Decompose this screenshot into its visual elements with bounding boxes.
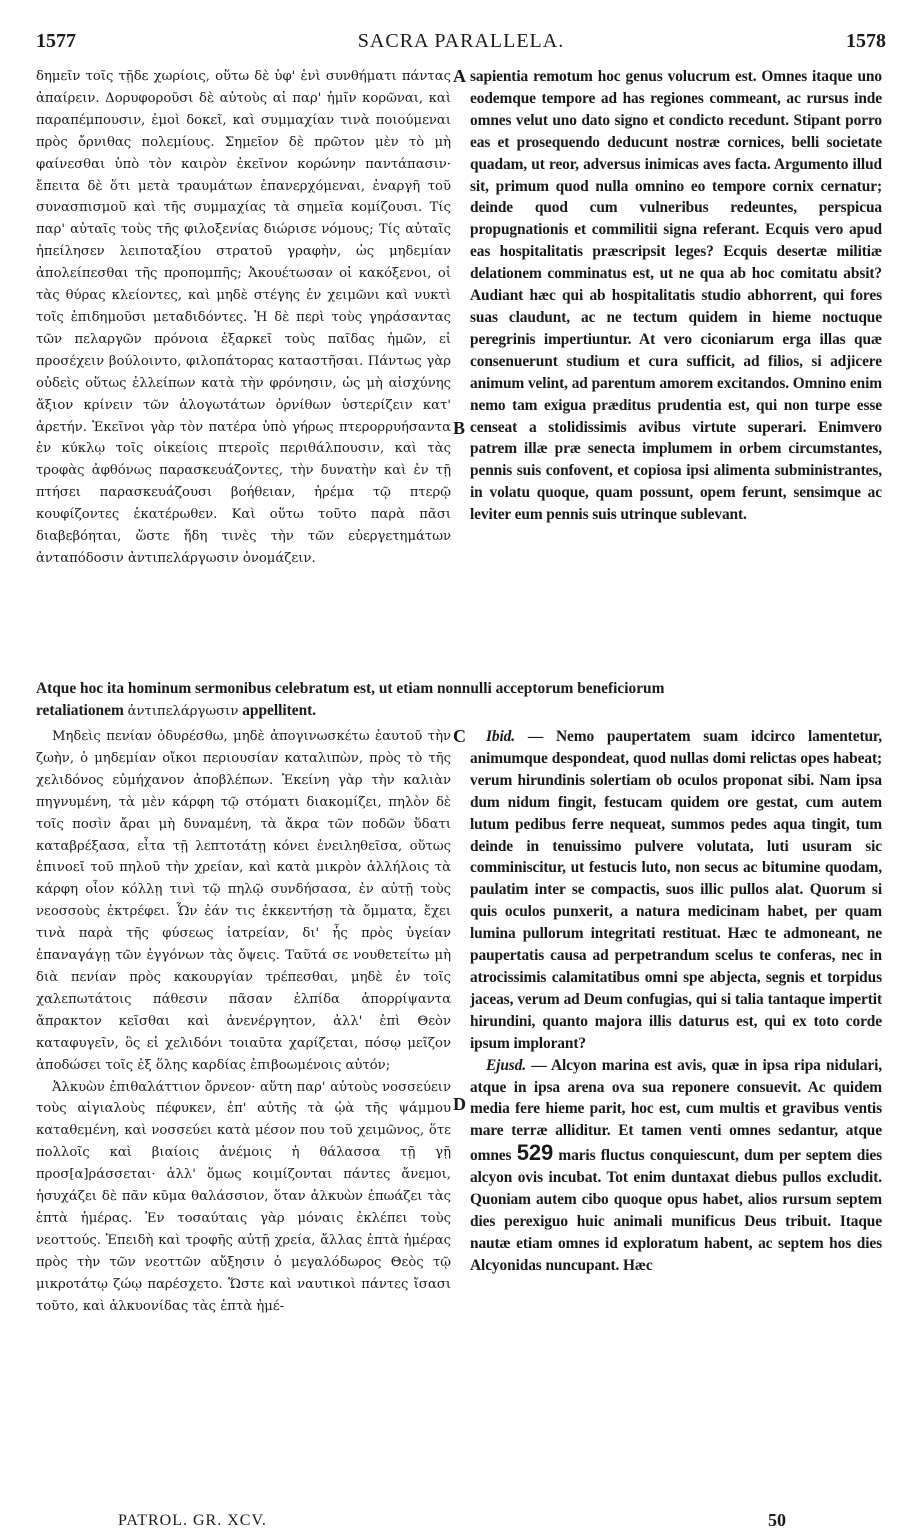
footer-signature: PATROL. GR. XCV. (118, 1512, 267, 1529)
page-header (36, 30, 886, 64)
latin-alcyon-text-a: — Alcyon marina est avis, quæ in ipsa ripa nidulari, atque in ipsa arena ova sua reponere consuevit. Ac quidem media fere hieme parit, hoc est, cum multis et gravibus ventis mare terræ alliditur. Et tamen venti omnes sedantur, atque omnes (470, 1056, 882, 1165)
latin-paragraph-alcyon (470, 1055, 882, 1277)
full-width-latin (36, 678, 884, 723)
greek-column-bottom (36, 726, 451, 1506)
greek-column-top (36, 66, 451, 676)
section-marker-c: C (453, 726, 466, 746)
full-line-2-latin-b: appellitent. (238, 701, 317, 719)
latin-paragraph-storks: sapientia remotum hoc genus volucrum est. Omnes itaque uno eodemque tempore ad has regiones commeant, ac rursus inde omnes velut uno dato signo et condicto recedunt. Stipant porro eas et prosequendo deducunt nostræ cornices, belli societate quadam, ut reor, adversus inimicas aves facta. Argumento illud sit, primum quod nulla omnino eo tempore cornix cernatur; deinde quod cum vulneribus redeuntes, perspicua propugnationis et commilitii signa referant. Ecquis vero apud eas hospitalitatis præscripsit leges? Ecquis desertæ militiæ delationem comminatus est, ut ne qua ab hoc comitatu absit? Audiant hæc qui ab hospitalitatis studio abhorrent, qui fores suas claudunt, ac ne tectum quidem in hieme noctuque peregrinis impertiuntur. At vero ciconiarum erga illas quæ consenuerunt studium et cura sufficit, ad filios, si adjicere animum velint, ad parentum amorem excitandos. Omnino enim nemo tam exigua præditus prudentia est, qui non turpe esse censeat a stolidissimis avibus virtute superari. Enimvero patrem illæ præ senecta implumem in orbem circumstantes, pennis suis confovent, et copiosa ipsi alimenta subministrantes, in volatu quoque, quam possunt, opem ferunt, sensimque ac leviter eum pennis suis utrinque sublevant. (470, 68, 882, 524)
greek-paragraph-alcyon: Ἀλκυὼν ἐπιθαλάττιον ὄρνεον· αὕτη παρ' αὐτοὺς νοσσεύειν τοὺς αἰγιαλοὺς πέφυκεν, ἐπ' αὐτῆς τὰ ᾠὰ τῆς ψάμμου καταθεμένη, καὶ νοσσεύει κατὰ μέσον που τοῦ χειμῶνος, ὅτε πολλοῖς καὶ βιαίοις ἀνέμοις ἡ θάλασσα τῇ γῇ προσ[α]ράσσεται· ἀλλ' ὅμως κοιμίζονται πάντες ἄνεμοι, ἡσυχάζει δὲ πᾶν κῦμα θαλάσσιον, ὅταν ἀλκυὼν ἐπωάζει τὰς ἑπτὰ ἡμέρας. Ἐν τοσαύταις γὰρ μόναις ἐκλέπει τοὺς νεοττούς. Ἐπειδὴ καὶ τροφῆς αὐτῇ χρεία, ἄλλας ἑπτὰ ἡμέρας πρὸς τὴν τῶν νεοττῶν αὔξησιν ὁ μεγαλόδωρος Θεὸς τῷ μικροτάτῳ ζώῳ παρέσχετο. Ὥστε καὶ ναυτικοὶ πάντες ἴσασι τοῦτο, καὶ ἀλκυονίδας τὰς ἑπτὰ ἡμέ- (36, 1079, 451, 1314)
running-title: SACRA PARALLELA. (357, 30, 565, 52)
greek-paragraph-swallow: Μηδεὶς πενίαν ὀδυρέσθω, μηδὲ ἀπογινωσκέτω ἑαυτοῦ τὴν ζωὴν, ὁ μηδεμίαν οἴκοι περιουσίαν καταλιπὼν, πρὸς τὸ τῆς χελιδόνος εὐμήχανον ἀποβλέπων. Ἐκείνη γὰρ τὴν καλιὰν πηγνυμένη, τὰ μὲν κάρφη τῷ στόματι διακομίζει, πηλὸν δὲ τοῖς ποσὶν ἄραι μὴ δυναμένη, τὰ ἄκρα τῶν ποδῶν ὕδατι καταβρέξασα, εἶτα τῇ λεπτοτάτῃ κόνει ἐνειληθεῖσα, οὕτως ἐπινοεῖ τοῦ πηλοῦ τὴν χρείαν, καὶ κατὰ μικρὸν ἀλλήλοις τὰ κάρφη οἷον κόλλῃ τινὶ τῷ πηλῷ συνδήσασα, ἐν αὐτῇ τοὺς νεοσσοὺς ἐκτρέφει. Ὧν ἐάν τις ἐκκεντήσῃ τὰ ὄμματα, ἔχει τινὰ παρὰ τῆς φύσεως ἰατρείαν, δι' ἧς πρὸς ὑγείαν ἐπαναγάγῃ τῶν ἐγγόνων τὰς ὄψεις. Ταῦτά σε νουθετείτω μὴ διὰ πενίαν πρὸς κακουργίαν τρέπεσθαι, μηδὲ ἐν τοῖς χαλεπωτάτοις πάθεσιν πᾶσαν ἐλπίδα ἀπορρίψαντα ἄπρακτον κεῖσθαι καὶ ἀνενέργητον, ἀλλ' ἐπὶ Θεὸν καταφυγεῖν, ὃς εἰ χελιδόνι τοιαῦτα χαρίζεται, πόσῳ μεῖζον ἀποδώσει τοῖς ἐξ ὅλης καρδίας ἐπιβοωμένοις αὐτόν; (36, 729, 451, 1073)
footer-sheet-number: 50 (768, 1510, 786, 1530)
ejusd-label: Ejusd. (486, 1056, 527, 1074)
greek-paragraph-storks: δημεῖν τοῖς τῇδε χωρίοις, οὕτω δὲ ὑφ' ἑνὶ συνθήματι πάντας ἀπαίρειν. Δορυφοροῦσι δὲ αὐτοὺς αἱ παρ' ἡμῖν κορῶναι, καὶ παραπέμπουσιν, ἐμοὶ δοκεῖ, καὶ συμμαχίαν τινὰ ποιούμεναι πρὸς ὄρνιθας πολεμίους. Σημεῖον δὲ πρῶτον μὲν τὸ μὴ φαίνεσθαι ὑπὸ τὸν καιρὸν ἐκεῖνον κορώνην παντάπασιν· ἔπειτα δὲ ὅτι μετὰ τραυμάτων ἐπανερχόμεναι, ἐναργῆ τοῦ συνασπισμοῦ καὶ τῆς συμμαχίας τὰ σημεῖα κομίζουσι. Τίς παρ' αὐταῖς τοὺς τῆς φιλοξενίας διώρισε νόμους; Τίς αὐταῖς ἠπείλησεν λειποταξίου στρατοῦ γραφὴν, ὡς μηδεμίαν ἀπολείπεσθαι τῆς προπομπῆς; Ἀκουέτωσαν οἱ κακόξενοι, οἱ τὰς θύρας κλείοντες, καὶ μηδὲ στέγης ἐν χειμῶνι καὶ νυκτὶ τοῖς ἐπιδημοῦσι μεταδιδόντες. Ἡ δὲ περὶ τοὺς γηράσαντας τῶν πελαργῶν πρόνοια ἐξαρκεῖ τοὺς παῖδας ἡμῶν, εἰ προσέχειν βούλοιντο, φιλοπάτορας καταστῆσαι. Πάντως γὰρ οὐδεὶς οὕτως ἐλλείπων κατὰ τὴν φρόνησιν, ὡς μὴ αἰσχύνης ἄξιον κρίνειν τῶν ἀλογωτάτων ὀρνίθων ὑστερίζειν κατ' ἀρετήν. Ἐκεῖνοι γὰρ τὸν πατέρα ὑπὸ γήρως πτερορρυήσαντα ἐν κύκλῳ τοῖς οἰκείοις πτεροῖς περιθάλπουσιν, καὶ τὰς τροφὰς ἀφθόνως παρασκευάζοντες, τὴν δυνατὴν καὶ ἐν τῇ πτήσει παρασκευάζουσι βοήθειαν, ἠρέμα τῷ πτερῷ κουφίζοντες ἑκατέρωθεν. Καὶ οὕτω τοῦτο παρὰ πᾶσι διαβεβόηται, ὥστε ἤδη τινὲς τὴν τῶν εὐεργετημάτων ἀνταπόδοσιν ἀντιπελάργωσιν ὀνομάζειν. (36, 69, 451, 566)
full-line-2-latin-a: retaliationem (36, 701, 128, 719)
latin-column-bottom (470, 726, 882, 1506)
latin-column-top (470, 66, 882, 676)
column-number-marker: 529 (516, 1140, 554, 1166)
full-line-1: Atque hoc ita hominum sermonibus celebratum est, ut etiam nonnulli acceptorum beneficiorum (36, 680, 665, 697)
right-page-number: 1578 (846, 30, 886, 52)
full-line-2-greek: ἀντιπελάργωσιν (127, 703, 239, 719)
section-marker-d: D (453, 1094, 466, 1114)
latin-alcyon-text-b: maris fluctus conquiescunt, dum per septem dies alcyon ovis incubat. Tot enim duntaxat diebus pullos excludit. Quoniam autem cibo quoque opus habet, alios rursum septem dies perexiguo huic animali munificus Deus tribuit. Itaque nautæ etiam omnes id exploratum habent, ac septem hos dies Alcyonidas nuncupant. Hæc (470, 1147, 882, 1274)
latin-swallow-text: — Nemo paupertatem suam idcirco lamentetur, animumque despondeat, quod nullas domi relictas opes habeat; verum hirundinis solertiam ob oculos proponat sibi. Nam ipsa dum nidum fingit, festucam quidem ore gestat, cum autem lutum pedibus ferre nequeat, summos pedes aqua tingit, tum deinde in tenuissimo pulvere volutata, luti usuram sic comminiscitur, ut festucis luto, non secus ac bitumine quodam, paulatim inter se compactis, suos illic pullos alat. Quorum si quis oculos punxerit, a natura medicinam habet, per quam lumina pullorum integritati restituat. Hæc te admoneant, ne paupertatis causa ad perpetrandum scelus te conferas, nec in atrocissimis calamitatibus omni spe abjecta, segnis et torpidus jaceas, verum ad Deum confugias, qui si talia tantaque impertit hirundini, quanto majora illis daturus est, qui ex toto corde ipsum implorant? (470, 728, 882, 1052)
latin-paragraph-swallow (470, 726, 882, 1055)
left-page-number: 1577 (36, 30, 76, 52)
full-line-2 (36, 700, 884, 723)
section-marker-a: A (453, 66, 466, 86)
section-marker-b: B (453, 418, 466, 438)
ibid-label: Ibid. (486, 728, 516, 745)
